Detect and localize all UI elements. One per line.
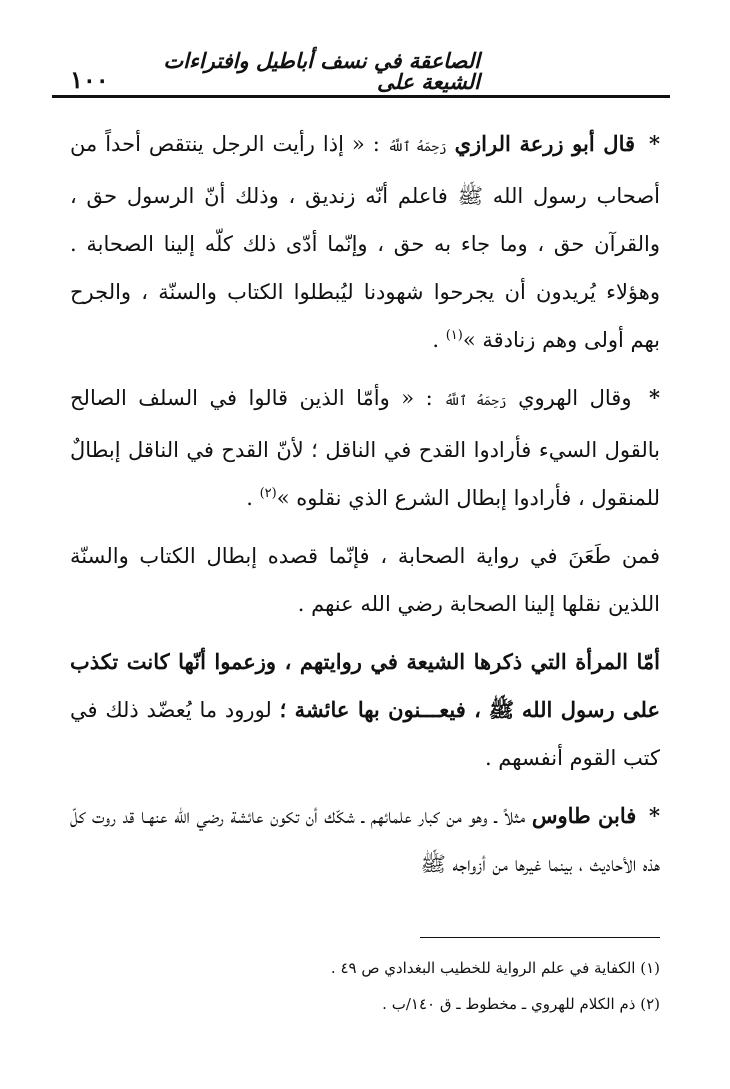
footnote-ref-2[interactable]: (٢)	[259, 486, 277, 501]
quote-text: : « إذا رأيت الرجل ينتقص أحداً من أصحاب رسول الله	[70, 132, 660, 208]
bold-text: أمّا المرأة التي ذكرها الشيعة في روايتهم ، وزعموا أنّها كانت تكذب على رسول الله	[70, 649, 660, 722]
paragraph-end: .	[246, 486, 260, 510]
asterisk-bullet: *	[649, 385, 660, 410]
person-name: فابن طاوس	[531, 803, 637, 828]
paragraph-text: لورود ما يُعضّد ذلك في كتب القوم أنفسهم .	[70, 698, 660, 770]
salutation-mark: ﷺ	[420, 852, 446, 876]
bold-text-continued: ، فيعـــنون بها عائشة ؛	[279, 697, 481, 722]
footnote-2: (٢) ذم الكلام للهروي ـ مخطوط ـ ق ١٤٠/ب .	[382, 995, 660, 1013]
salutation-mark: ﷺ	[457, 184, 483, 208]
paragraph-abu-zurah	[70, 120, 660, 364]
paragraph-harawi	[70, 374, 660, 522]
salutation-mark: ﷺ	[488, 697, 515, 722]
page-number: ١٠٠	[70, 65, 109, 94]
footnote-rule	[420, 937, 660, 938]
paragraph-text: فمن طَعَنَ في رواية الصحابة ، فإنّما قصده إبطال الكتاب والسنّة اللذين نقلها إلينا الصحابة رضي الله عنهم .	[70, 544, 660, 616]
honorific-mark: رَحِمَهُ ٱللَّهُ	[387, 140, 447, 155]
asterisk-bullet: *	[649, 803, 660, 828]
quote-text-continued: فاعلم أنّه زنديق ، وذلك أنّ الرسول حق ، والقرآن حق ، وما جاء به حق ، وإنّما أدّى ذلك كلّه إلينا الصحابة . وهؤلاء يُريدون أن يجرحوا شهودنا ليُبطلوا الكتاب والسنّة ، والجرح بهم أولى وهم زنادقة »	[70, 184, 660, 352]
footnote-1: (١) الكفاية في علم الرواية للخطيب البغدادي ص ٤٩ .	[330, 959, 660, 977]
paragraph-woman	[70, 638, 660, 782]
header-rule	[52, 95, 670, 98]
body-text	[70, 120, 660, 896]
page-header	[70, 48, 660, 94]
paragraph-ibn-tawus	[70, 792, 660, 888]
footnote-ref-1[interactable]: (١)	[445, 328, 463, 343]
honorific-mark: رَحِمَهُ ٱللَّهُ	[444, 394, 507, 409]
asterisk-bullet: *	[649, 131, 660, 156]
running-title: الصاعقة في نسف أباطيل وافتراءات الشيعة على	[163, 48, 480, 94]
paragraph-end: .	[432, 328, 446, 352]
quote-text: : « وأمّا الذين قالوا في السلف الصالح بالقول السيء فأرادوا القدح في الناقل ؛ لأنّ القدح في الناقل إبطالٌ للمنقول ، فأرادوا إبطال الشرع الذي نقلوه »	[70, 386, 660, 510]
speaker-intro: وقال الهروي	[518, 386, 632, 410]
footnotes	[70, 950, 660, 1022]
paragraph-conclusion	[70, 532, 660, 628]
paragraph-text: مثلاً ـ وهو من كبار علمائهم ـ شكّك أن تكون عائشة رضي الله عنهـا قد روت كلّ هذه الأحاديث ، بينما غيرها من أزواجه	[70, 804, 660, 876]
speaker-name: قال أبو زرعة الرازي	[454, 131, 636, 156]
